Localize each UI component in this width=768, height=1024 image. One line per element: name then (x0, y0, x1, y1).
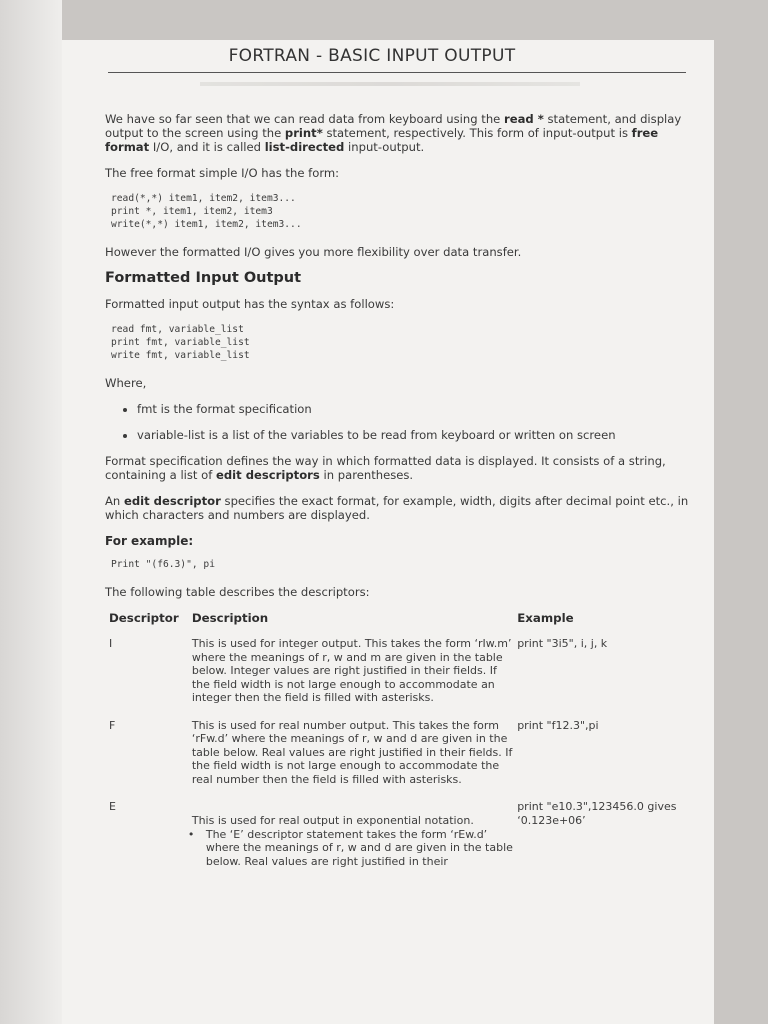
descriptor-cell: F (109, 718, 116, 732)
column-header: Example (517, 611, 574, 625)
list-item: • fmt is the format specification (137, 402, 690, 416)
descriptor-cell: I (109, 637, 113, 650)
example-cell: print "e10.3",123456.0 gives ‘0.123e+06’ (517, 800, 677, 827)
edit-descriptor-term: edit descriptor (123, 494, 221, 508)
list-directed-term: list-directed (264, 140, 345, 154)
example-cell: print "3i5", i, j, k (517, 637, 608, 650)
description-text: This is used for real output in exponential notation. (191, 814, 474, 827)
example-cell: print "f12.3",pi (517, 718, 599, 732)
page-edge-shadow (0, 0, 62, 1024)
free-format-code-block: read(*,*) item1, item2, item3... print *, item1, item2, item3 write(*,*) item1, item2, item3... (111, 193, 302, 230)
edit-descriptor-paragraph: An edit descriptor specifies the exact format, for example, width, digits after decimal point etc., in which characters and numbers are displayed. (105, 494, 689, 522)
list-item: • variable-list is a list of the variables to be read from keyboard or written on screen (137, 428, 690, 442)
edit-descriptors-term: edit descriptors (216, 468, 320, 482)
description-bullet: • The ‘E’ descriptor statement takes the form ‘rEw.d’ where the meanings of r, w and d are given in the table below. Real values are right justified in their (192, 828, 513, 869)
syntax-label: Formatted input output has the syntax as follows: (105, 297, 395, 311)
description-cell: This is used for real number output. This takes the form ‘rFw.d’ where the meanings of r, w and d are given in the table below. Real values are right justified in their fields. If the field width is not large enough to accommodate the real number then the field is filled with asterisks. (191, 718, 513, 786)
print-keyword: print* (284, 126, 323, 140)
format-spec-paragraph: Format specification defines the way in which formatted data is displayed. It consists of a string, containing a list of edit descriptors in parentheses. (105, 454, 666, 482)
example-heading: For example: (105, 534, 194, 548)
description-cell: This is used for integer output. This takes the form ‘rIw.m’ where the meanings of r, w and m are given in the table below. Integer values are right justified in their fields. If the field width is not large enough to accommodate an integer then the field is filled with asterisks. (191, 637, 512, 704)
descriptor-cell: E (109, 800, 116, 813)
free-format-label: The free format simple I/O has the form: (105, 166, 340, 180)
formatted-io-note: However the formatted I/O gives you more flexibility over data transfer. (105, 245, 522, 259)
descriptor-table (109, 611, 689, 882)
table-header-row (109, 611, 689, 637)
table-row (109, 719, 689, 801)
example-code-block: Print "(f6.3)", pi (111, 559, 215, 570)
syntax-code-block: read fmt, variable_list print fmt, variable_list write fmt, variable_list (111, 324, 250, 361)
page-title: FORTRAN - BASIC INPUT OUTPUT (228, 46, 516, 66)
table-row (109, 637, 689, 719)
column-header: Descriptor (109, 611, 179, 625)
free-format-term: free format (105, 126, 659, 154)
title-underline (108, 72, 686, 73)
read-keyword: read * (504, 112, 544, 126)
table-intro: The following table describes the descriptors: (105, 585, 370, 599)
bleed-through-line (200, 82, 580, 86)
table-row (109, 800, 689, 882)
intro-paragraph: We have so far seen that we can read data from keyboard using the read * statement, and display output to the screen using the print* statement, respectively. This form of input-output is free format I/O, and it is called list-directed input-output. (105, 112, 682, 154)
where-label: Where, (105, 376, 147, 390)
column-header: Description (191, 611, 269, 625)
description-cell (192, 800, 517, 882)
document-body (105, 112, 690, 882)
section-heading: Formatted Input Output (105, 270, 302, 286)
where-bullet-list (105, 402, 690, 442)
